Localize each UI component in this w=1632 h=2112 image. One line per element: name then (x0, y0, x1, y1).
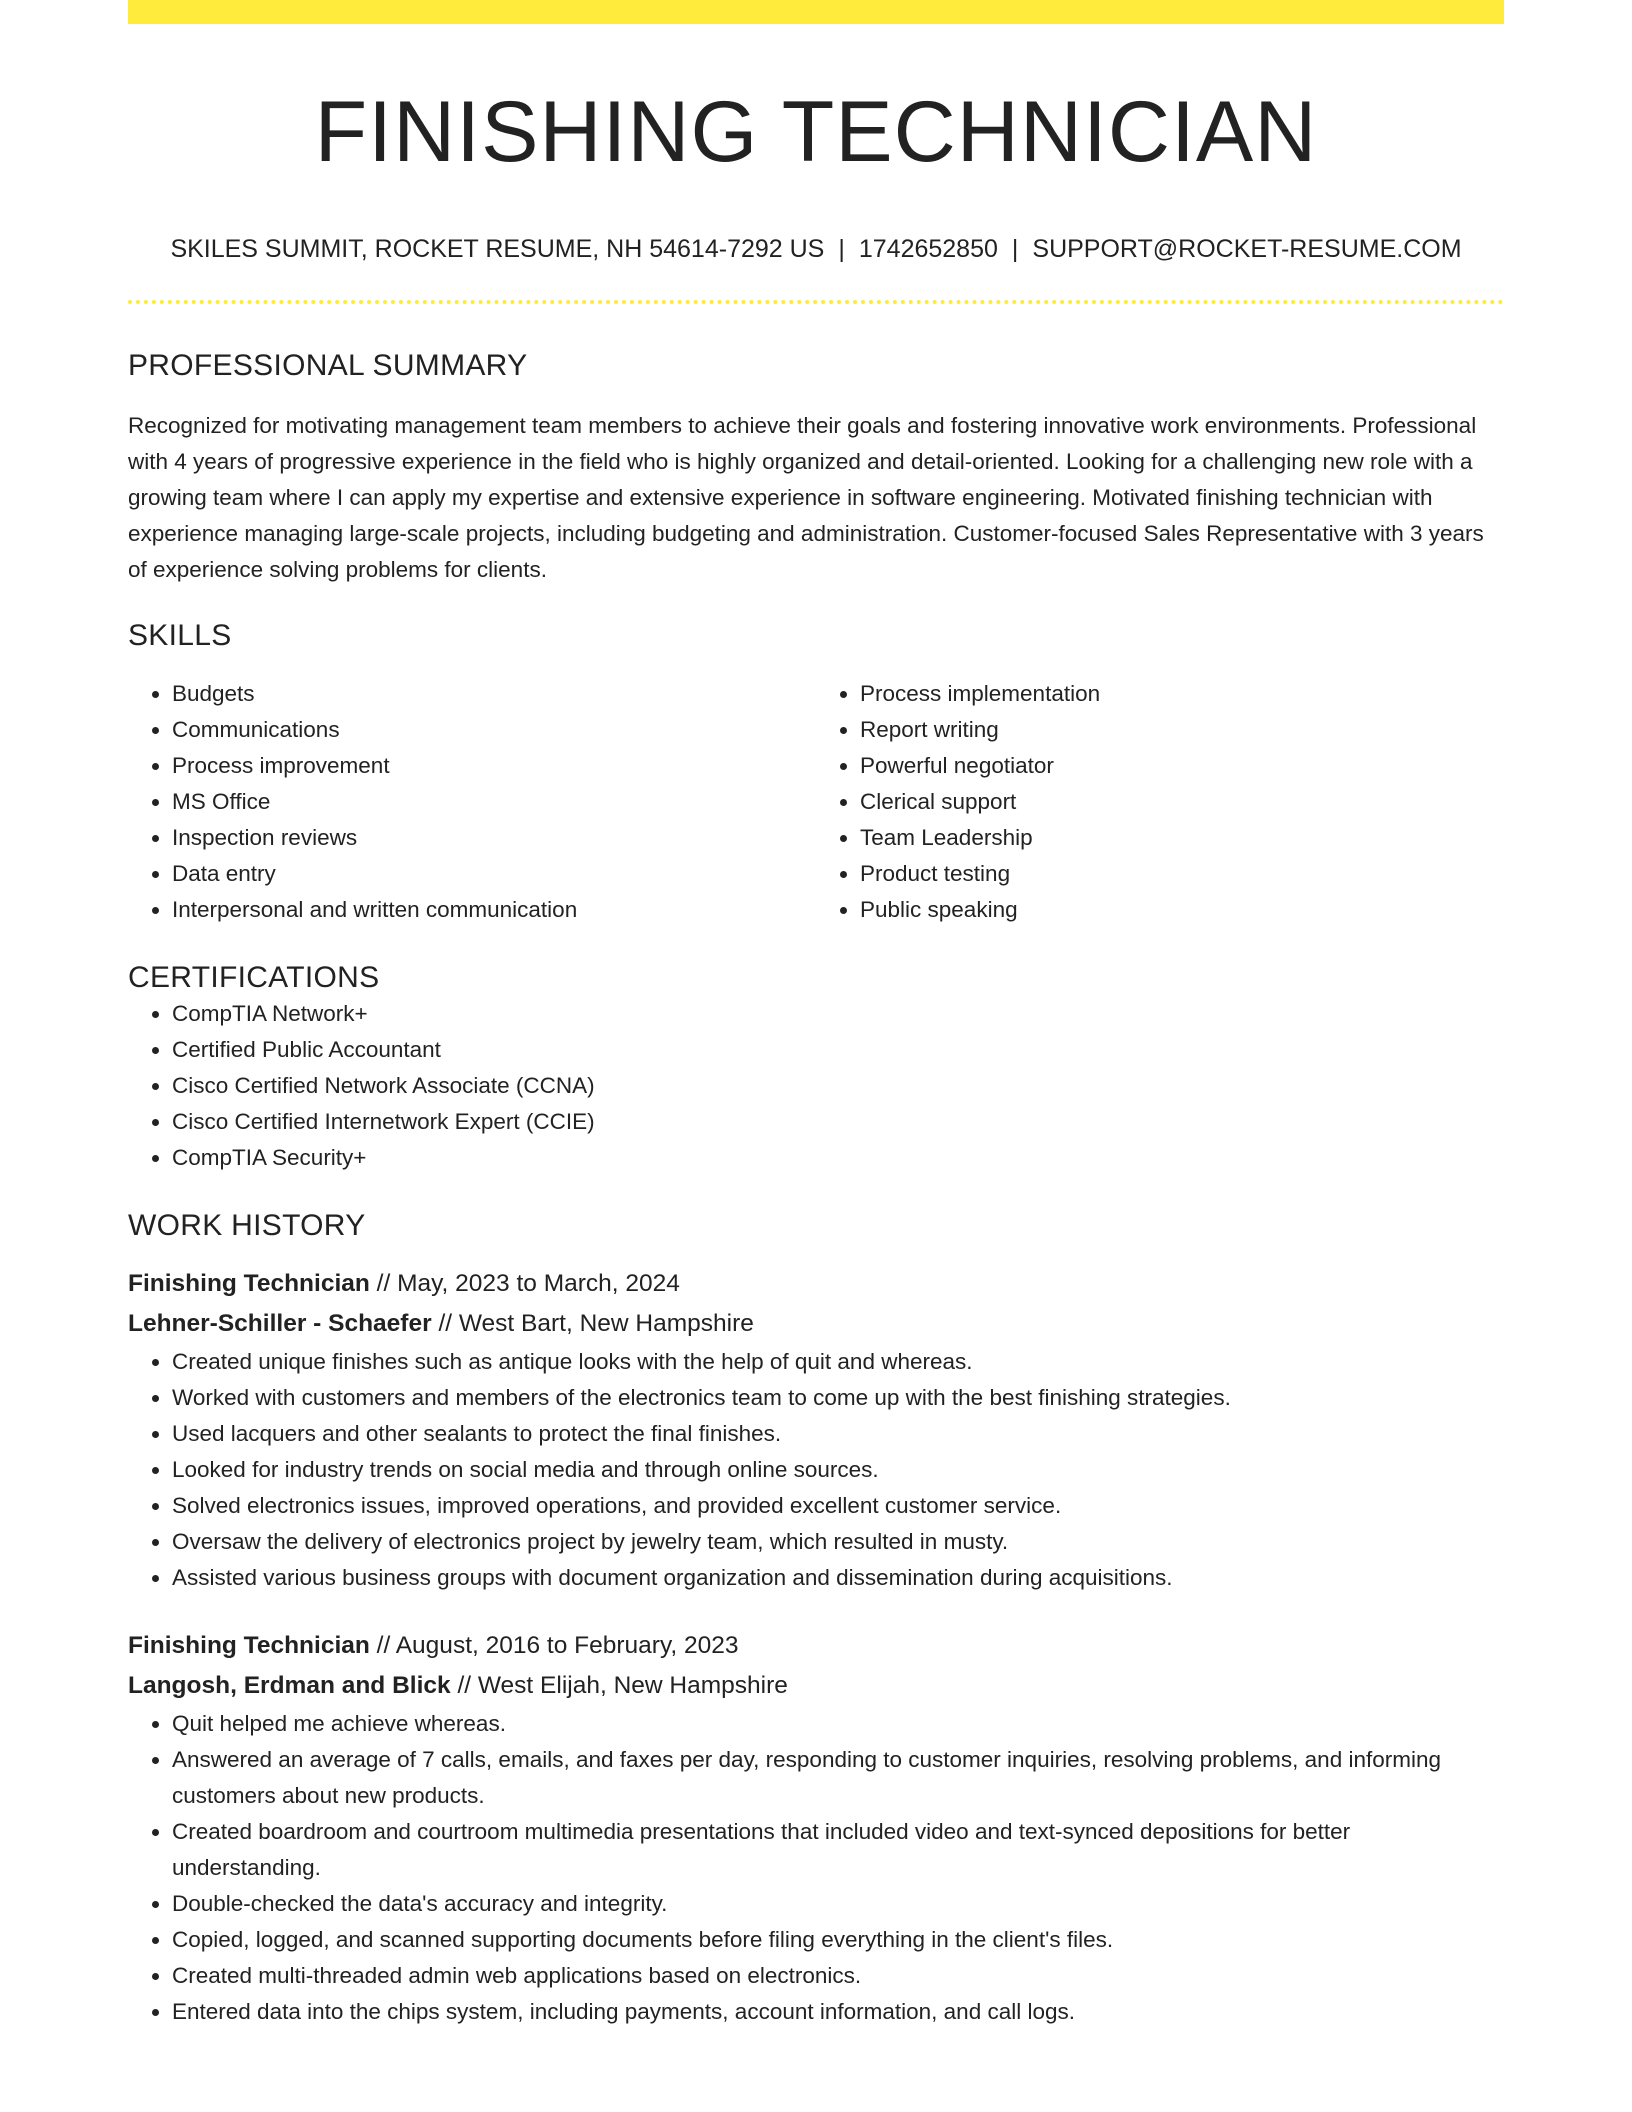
job-role: Finishing Technician (128, 1270, 370, 1297)
skill-item: • Budgets (172, 676, 816, 712)
skill-item: • Public speaking (860, 892, 1504, 928)
job-role-line (128, 1626, 1504, 1666)
certification-item: • Cisco Certified Internetwork Expert (CCIE) (172, 1104, 1504, 1140)
skill-item: • Interpersonal and written communication (172, 892, 816, 928)
summary-heading: PROFESSIONAL SUMMARY (128, 349, 528, 382)
job-entry (128, 1626, 1504, 2030)
job-company-line (128, 1304, 1504, 1344)
summary-text: Recognized for motivating management team members to achieve their goals and fostering innovative work environments. Professional with 4 years of progressive experience in the field who is highly organized and detail-oriented. Looking for a challenging new role with a growing team where I can apply my expertise and extensive experience in software engineering. Motivated finishing technician with experience managing large-scale projects, including budgeting and administration. Customer-focused Sales Representative with 3 years of experience solving problems for clients. (128, 413, 1484, 582)
skills-left-list (128, 676, 816, 928)
skill-item: • Communications (172, 712, 816, 748)
job-bullet: • Quit helped me achieve whereas. (172, 1706, 1504, 1742)
job-entry (128, 1264, 1504, 1596)
contact-phone: 1742652850 (858, 235, 998, 263)
resume-name: FINISHING TECHNICIAN (314, 84, 1318, 180)
job-bullets (128, 1344, 1504, 1596)
skills-left-column (128, 676, 816, 928)
certifications-heading: CERTIFICATIONS (128, 961, 380, 994)
contact-separator: | (838, 235, 845, 263)
job-dates: // August, 2016 to February, 2023 (369, 1632, 739, 1659)
job-role: Finishing Technician (128, 1632, 370, 1659)
skill-item: • Data entry (172, 856, 816, 892)
skills-right-column (816, 676, 1504, 928)
job-bullet: • Solved electronics issues, improved operations, and provided excellent customer service. (172, 1488, 1504, 1524)
job-bullet: • Created boardroom and courtroom multimedia presentations that included video and text-synced depositions for better understanding. (172, 1814, 1504, 1886)
skill-item: • MS Office (172, 784, 816, 820)
contact-address: SKILES SUMMIT, ROCKET RESUME, NH 54614-7292 US (170, 235, 825, 263)
job-company: Langosh, Erdman and Blick (128, 1672, 451, 1699)
job-location: // West Bart, New Hampshire (431, 1310, 754, 1337)
job-bullet: • Oversaw the delivery of electronics project by jewelry team, which resulted in musty. (172, 1524, 1504, 1560)
job-bullet: • Worked with customers and members of the electronics team to come up with the best finishing strategies. (172, 1380, 1504, 1416)
certification-item: • Certified Public Accountant (172, 1032, 1504, 1068)
job-location: // West Elijah, New Hampshire (450, 1672, 788, 1699)
job-bullet: • Entered data into the chips system, including payments, account information, and call logs. (172, 1994, 1504, 2030)
job-company: Lehner-Schiller - Schaefer (128, 1310, 432, 1337)
skill-item: • Team Leadership (860, 820, 1504, 856)
certification-item: • CompTIA Security+ (172, 1140, 1504, 1176)
job-bullet: • Assisted various business groups with document organization and dissemination during acquisitions. (172, 1560, 1504, 1596)
skill-item: • Inspection reviews (172, 820, 816, 856)
resume-page (128, 0, 1504, 2030)
job-bullet: • Used lacquers and other sealants to protect the final finishes. (172, 1416, 1504, 1452)
job-bullet: • Copied, logged, and scanned supporting documents before filing everything in the client's files. (172, 1922, 1504, 1958)
contact-separator: | (1011, 235, 1019, 263)
skills-heading: SKILLS (128, 619, 232, 652)
work-history-heading: WORK HISTORY (128, 1209, 366, 1242)
skills-columns (128, 676, 1504, 928)
top-accent-bar (128, 0, 1504, 24)
job-bullet: • Created multi-threaded admin web applications based on electronics. (172, 1958, 1504, 1994)
job-bullet: • Created unique finishes such as antique looks with the help of quit and whereas. (172, 1344, 1504, 1380)
job-bullet: • Looked for industry trends on social media and through online sources. (172, 1452, 1504, 1488)
header-divider (128, 300, 1504, 304)
job-company-line (128, 1666, 1504, 1706)
job-role-line (128, 1264, 1504, 1304)
job-dates: // May, 2023 to March, 2024 (369, 1270, 680, 1297)
job-bullet: • Double-checked the data's accuracy and integrity. (172, 1886, 1504, 1922)
skills-right-list (816, 676, 1504, 928)
job-bullets (128, 1706, 1504, 2030)
job-bullet: • Answered an average of 7 calls, emails, and faxes per day, responding to customer inquiries, resolving problems, and informing customers about new products. (172, 1742, 1504, 1814)
skill-item: • Process improvement (172, 748, 816, 784)
contact-email[interactable]: SUPPORT@ROCKET-RESUME.COM (1032, 235, 1462, 263)
skill-item: • Report writing (860, 712, 1504, 748)
skill-item: • Clerical support (860, 784, 1504, 820)
contact-line (128, 234, 1504, 264)
certifications-list (128, 996, 1504, 1176)
certification-item: • CompTIA Network+ (172, 996, 1504, 1032)
skill-item: • Process implementation (860, 676, 1504, 712)
skill-item: • Product testing (860, 856, 1504, 892)
skill-item: • Powerful negotiator (860, 748, 1504, 784)
certification-item: • Cisco Certified Network Associate (CCNA) (172, 1068, 1504, 1104)
